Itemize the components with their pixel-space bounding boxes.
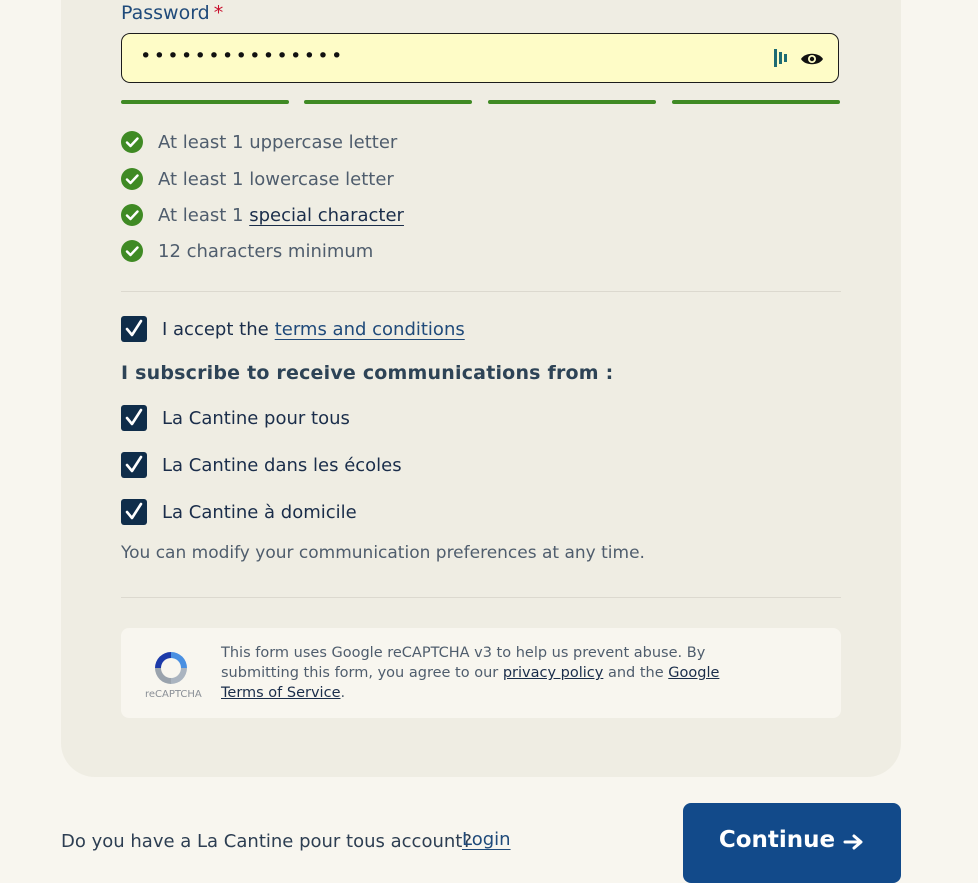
- terms-checkbox-row[interactable]: [121, 316, 465, 342]
- recaptcha-badge-label: reCAPTCHA: [145, 689, 202, 700]
- special-character-link[interactable]: special character: [249, 204, 404, 226]
- password-label-text: Password: [121, 2, 210, 24]
- checkmark-icon: [124, 455, 144, 475]
- subscribe-option-label: La Cantine dans les écoles: [162, 454, 402, 476]
- show-password-icon[interactable]: [800, 51, 824, 71]
- strength-meter-segment-2: [304, 100, 472, 104]
- login-link[interactable]: Login: [462, 829, 511, 850]
- terms-and-conditions-link[interactable]: terms and conditions: [274, 318, 465, 340]
- password-masked-value[interactable]: •••••••••••••••: [140, 45, 345, 67]
- terms-checkbox[interactable]: [121, 316, 147, 342]
- preferences-note: You can modify your communication preferences at any time.: [121, 543, 645, 563]
- terms-label: I accept the: [162, 318, 269, 340]
- check-circle-icon: [121, 240, 143, 262]
- rule-text: 12 characters minimum: [158, 240, 374, 262]
- required-mark: *: [213, 2, 224, 24]
- continue-button[interactable]: [683, 803, 901, 883]
- rule-special-character: [121, 204, 404, 226]
- google-terms-link[interactable]: Google Terms of Service: [221, 665, 720, 701]
- check-circle-icon: [121, 131, 143, 153]
- divider: [121, 291, 841, 292]
- continue-label: Continue: [718, 827, 836, 853]
- check-circle-icon: [121, 168, 143, 190]
- rule-text: At least 1 lowercase letter: [158, 168, 394, 190]
- subscribe-checkbox[interactable]: [121, 405, 147, 431]
- subscribe-option-label: La Cantine à domicile: [162, 501, 357, 523]
- rule-text: At least 1: [158, 204, 250, 226]
- checkmark-icon: [124, 408, 144, 428]
- rule-uppercase: [121, 131, 397, 153]
- divider: [121, 597, 841, 598]
- subscribe-checkbox[interactable]: [121, 499, 147, 525]
- password-label: [121, 0, 223, 26]
- check-circle-icon: [121, 204, 143, 226]
- recaptcha-text: [221, 643, 741, 703]
- account-question: Do you have a La Cantine pour tous account?: [61, 831, 472, 852]
- recaptcha-notice: [121, 628, 841, 718]
- password-input[interactable]: [121, 33, 839, 83]
- recaptcha-text-part: This form uses Google reCAPTCHA v3 to help us prevent abuse. By submitting this form, you agree to our: [221, 645, 706, 681]
- subscribe-checkbox[interactable]: [121, 452, 147, 478]
- password-manager-icon[interactable]: [774, 49, 788, 71]
- subscribe-option-ecoles[interactable]: [121, 452, 402, 478]
- rule-lowercase: [121, 168, 394, 190]
- rule-text: At least 1 uppercase letter: [158, 131, 398, 153]
- recaptcha-text-part: and the: [603, 665, 669, 681]
- checkmark-icon: [124, 502, 144, 522]
- recaptcha-text-part: .: [340, 685, 346, 701]
- rule-min-length: [121, 240, 373, 262]
- privacy-policy-link[interactable]: privacy policy: [502, 665, 604, 681]
- strength-meter-segment-1: [121, 100, 289, 104]
- subscribe-option-domicile[interactable]: [121, 499, 357, 525]
- arrow-right-icon: [843, 833, 865, 851]
- recaptcha-icon: [151, 648, 191, 692]
- checkmark-icon: [124, 319, 144, 339]
- subscribe-option-pour-tous[interactable]: [121, 405, 350, 431]
- subscribe-title: I subscribe to receive communications from :: [121, 362, 614, 384]
- strength-meter-segment-4: [672, 100, 840, 104]
- strength-meter-segment-3: [488, 100, 656, 104]
- subscribe-option-label: La Cantine pour tous: [162, 407, 350, 429]
